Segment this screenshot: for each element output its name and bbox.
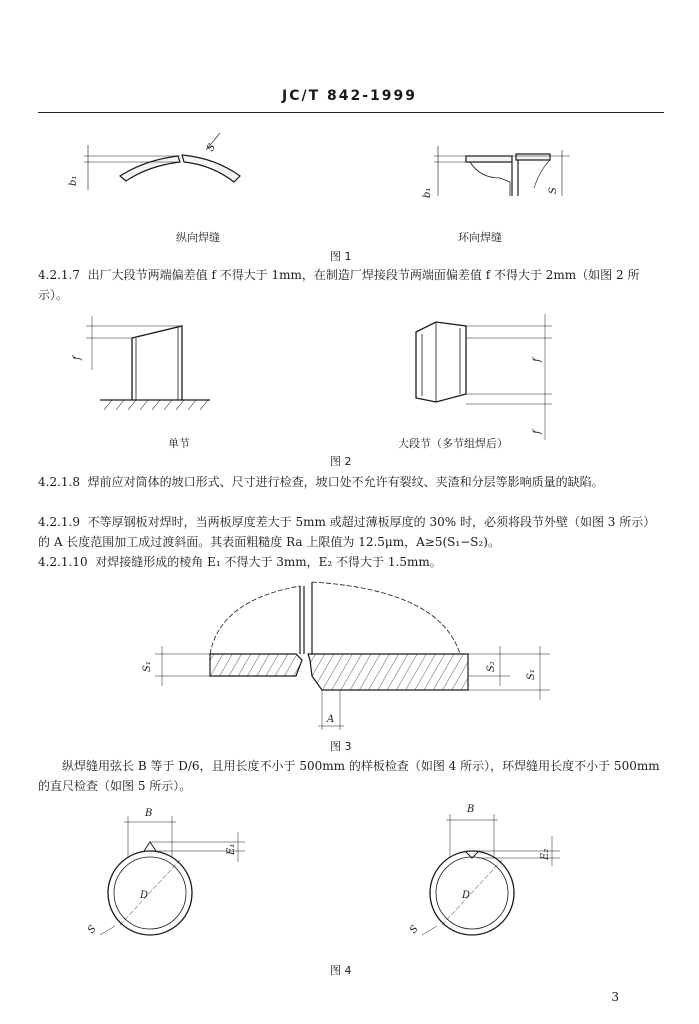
fig1-right-b1: b₁ [422, 187, 433, 198]
clause-number: 4.2.1.10 [38, 555, 88, 569]
fig1-label: 图 1 [330, 250, 352, 263]
fig3-label: 图 3 [330, 740, 352, 753]
fig3-s2: S₂ [486, 661, 497, 672]
clause-text: 对焊接缝形成的棱角 E₁ 不得大于 3mm，E₂ 不得大于 1.5mm。 [95, 555, 442, 569]
fig1-right-caption: 环向焊缝 [458, 231, 502, 244]
fig4-left-b: B [145, 808, 153, 819]
fig4-left-s: S [85, 923, 99, 936]
fig2-right-f-top: f [532, 358, 543, 362]
fig2-left-f: f [72, 356, 83, 360]
fig2-right-caption: 大段节（多节组焊后） [398, 437, 508, 450]
clause-text: 不等厚钢板对焊时，当两板厚度差大于 5mm 或超过薄板厚度的 30% 时，必须将段节外壁（如图 3 所示）的 A 长度范围加工成过渡斜面。其表面粗糙度 Ra 上限值为 12.5μm，A≥5(S₁−S₂)。 [38, 515, 656, 549]
clause-text: 出厂大段节两端偏差值 f 不得大于 1mm，在制造厂焊接段节两端面偏差值 f 不得大于 2mm（如图 2 所示）。 [38, 268, 640, 302]
fig4-right-e2: E₂ [540, 848, 551, 860]
fig4-right-d: D [462, 890, 471, 901]
page-number: 3 [611, 990, 619, 1004]
fig4-right-s: S [407, 923, 421, 936]
clause-number: 4.2.1.9 [38, 515, 80, 529]
fig1-right-s: S [548, 187, 559, 194]
fig2-label: 图 2 [330, 455, 352, 468]
paragraph-chord-length: 纵焊缝用弦长 B 等于 D/6，且用长度不小于 500mm 的样板检查（如图 4 所示），环焊缝用长度不小于 500mm 的直尺检查（如图 5 所示）。 [38, 759, 660, 793]
clause-text: 焊前应对筒体的坡口形式、尺寸进行检查，坡口处不允许有裂纹、夹渣和分层等影响质量的缺陷。 [87, 475, 604, 489]
clause-number: 4.2.1.8 [38, 475, 80, 489]
fig2-right-f-bottom: f [532, 430, 543, 434]
standard-number: JC/T 842-1999 [281, 88, 418, 104]
fig4-label: 图 4 [330, 964, 352, 977]
fig2-left-caption: 单节 [168, 437, 190, 450]
fig3-s1-left: S₁ [142, 661, 153, 672]
fig4-left-d: D [140, 890, 149, 901]
fig1-left-b1: b₁ [68, 175, 79, 186]
fig4-right-ring [422, 814, 560, 935]
fig1-left-s: S [205, 142, 219, 154]
fig4-left-e1: E₁ [226, 843, 237, 855]
fig4-right-b: B [467, 804, 475, 815]
fig1-left-caption: 纵向焊缝 [176, 231, 220, 244]
fig3-s1-right: S₁ [526, 669, 537, 680]
fig3-a: A [327, 714, 335, 725]
fig4-left-ring [100, 816, 245, 935]
clause-number: 4.2.1.7 [38, 268, 80, 282]
